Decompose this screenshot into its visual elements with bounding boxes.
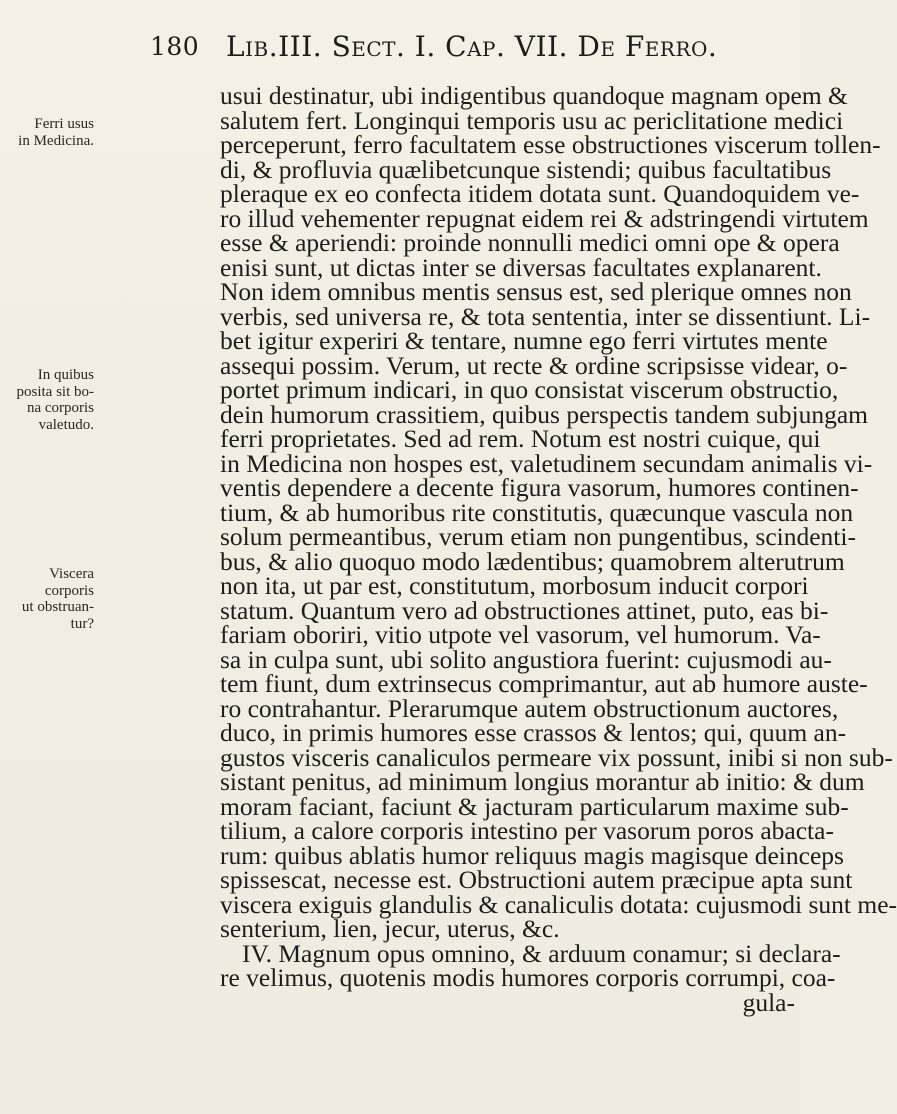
text-line: salutem fert. Longinqui temporis usu ac periclitatione medici	[220, 105, 844, 135]
text-line: statum. Quantum vero ad obstructiones attinet, puto, eas bi-	[220, 595, 829, 625]
text-line: Non idem omnibus mentis sensus est, sed plerique omnes non	[220, 277, 852, 306]
text-line: ventis dependere a decente figura vasorum, humores continen-	[220, 473, 859, 502]
text-line: tem fiunt, dum extrinsecus comprimantur, aut ab humore auste-	[220, 669, 868, 698]
text-line: assequi possim. Verum, ut recte & ordine scripsisse videar, o-	[220, 350, 848, 380]
text-line: dein humorum crassitiem, quibus perspectis tandem subjungam	[220, 399, 869, 429]
text-line: moram faciant, faciunt & jacturam particularum maxime sub-	[220, 791, 849, 821]
text-line: in Medicina non hospes est, valetudinem secundam animalis vi-	[220, 448, 873, 478]
text-line: re velimus, quotenis modis humores corporis corrumpi, coa-	[220, 963, 836, 992]
margin-note-ferri-usus: Ferri usus in Medicina.	[18, 116, 94, 149]
text-line: bus, & alio quoquo modo lædentibus; quamobrem alterutrum	[220, 546, 845, 576]
main-text	[220, 81, 897, 1017]
text-line: usui destinatur, ubi indigentibus quandoque magnam opem &	[220, 81, 848, 110]
text-line: enisi sunt, ut dictas inter se diversas facultates explanarent.	[220, 252, 822, 282]
text-line: senterium, lien, jecur, uterus, &c.	[220, 914, 560, 943]
page-number: 180	[150, 32, 200, 61]
catchword: gula-	[742, 987, 795, 1017]
text-line: fariam oboriri, vitio utpote vel vasorum, vel humorum. Va-	[220, 620, 821, 649]
text-line: non ita, ut par est, constitutum, morbosum inducit corpori	[220, 571, 809, 600]
text-line: ro contrahantur. Plerarumque autem obstructionum auctores,	[220, 693, 839, 723]
text-line: esse & aperiendi: proinde nonnulli medici omni ope & opera	[220, 228, 840, 257]
text-line: ro illud vehementer repugnat eidem rei & adstringendi virtutem	[220, 203, 869, 233]
text-line: verbis, sed universa re, & tota sententia, inter se dissentiunt. Li-	[220, 301, 871, 331]
text-line: tilium, a calore corporis intestino per vasorum poros abacta-	[220, 816, 834, 845]
text-line: portet primum indicari, in quo consistat viscerum obstructio,	[220, 375, 839, 404]
text-line: rum: quibus ablatis humor reliquus magis magisque deinceps	[220, 840, 844, 870]
margin-note-viscera: Viscera corporis ut obstruan- tur?	[21, 566, 94, 632]
text-line: spissescat, necesse est. Obstructioni autem præcipue apta sunt	[220, 865, 853, 894]
text-line: duco, in primis humores esse crassos & lentos; qui, quum an-	[220, 718, 847, 747]
text-line: pleraque ex eo confecta itidem dotata sunt. Quandoquidem ve-	[220, 179, 860, 208]
running-header	[150, 30, 790, 70]
running-head-title: Lib.III. Sect. I. Cap. VII. De Ferro.	[226, 30, 718, 63]
text-line: sistant penitus, ad minimum longius morantur ab initio: & dum	[220, 767, 865, 796]
margin-note-in-quibus: In quibus posita sit bo- na corporis valetudo.	[16, 367, 94, 433]
text-line: sa in culpa sunt, ubi solito angustiora fuerint: cujusmodi au-	[220, 644, 832, 674]
text-line: gustos visceris canaliculos permeare vix possunt, inibi si non sub-	[220, 742, 893, 772]
text-line: bet igitur experiri & tentare, numne ego ferri virtutes mente	[220, 326, 828, 355]
text-line: ferri proprietates. Sed ad rem. Notum est nostri cuique, qui	[220, 424, 821, 453]
section-iv-line: IV. Magnum opus omnino, & arduum conamur; si declara-	[242, 938, 841, 968]
text-line: viscera exiguis glandulis & canaliculis dotata: cujusmodi sunt me-	[220, 889, 897, 919]
text-line: tium, & ab humoribus rite constitutis, quæcunque vascula non	[220, 497, 854, 527]
text-line: solum permeantibus, verum etiam non pungentibus, scindenti-	[220, 522, 856, 551]
text-line: perceperunt, ferro facultatem esse obstructiones viscerum tollen-	[220, 130, 881, 159]
text-line: di, & profluvia quælibetcunque sistendi; quibus facultatibus	[220, 154, 832, 184]
